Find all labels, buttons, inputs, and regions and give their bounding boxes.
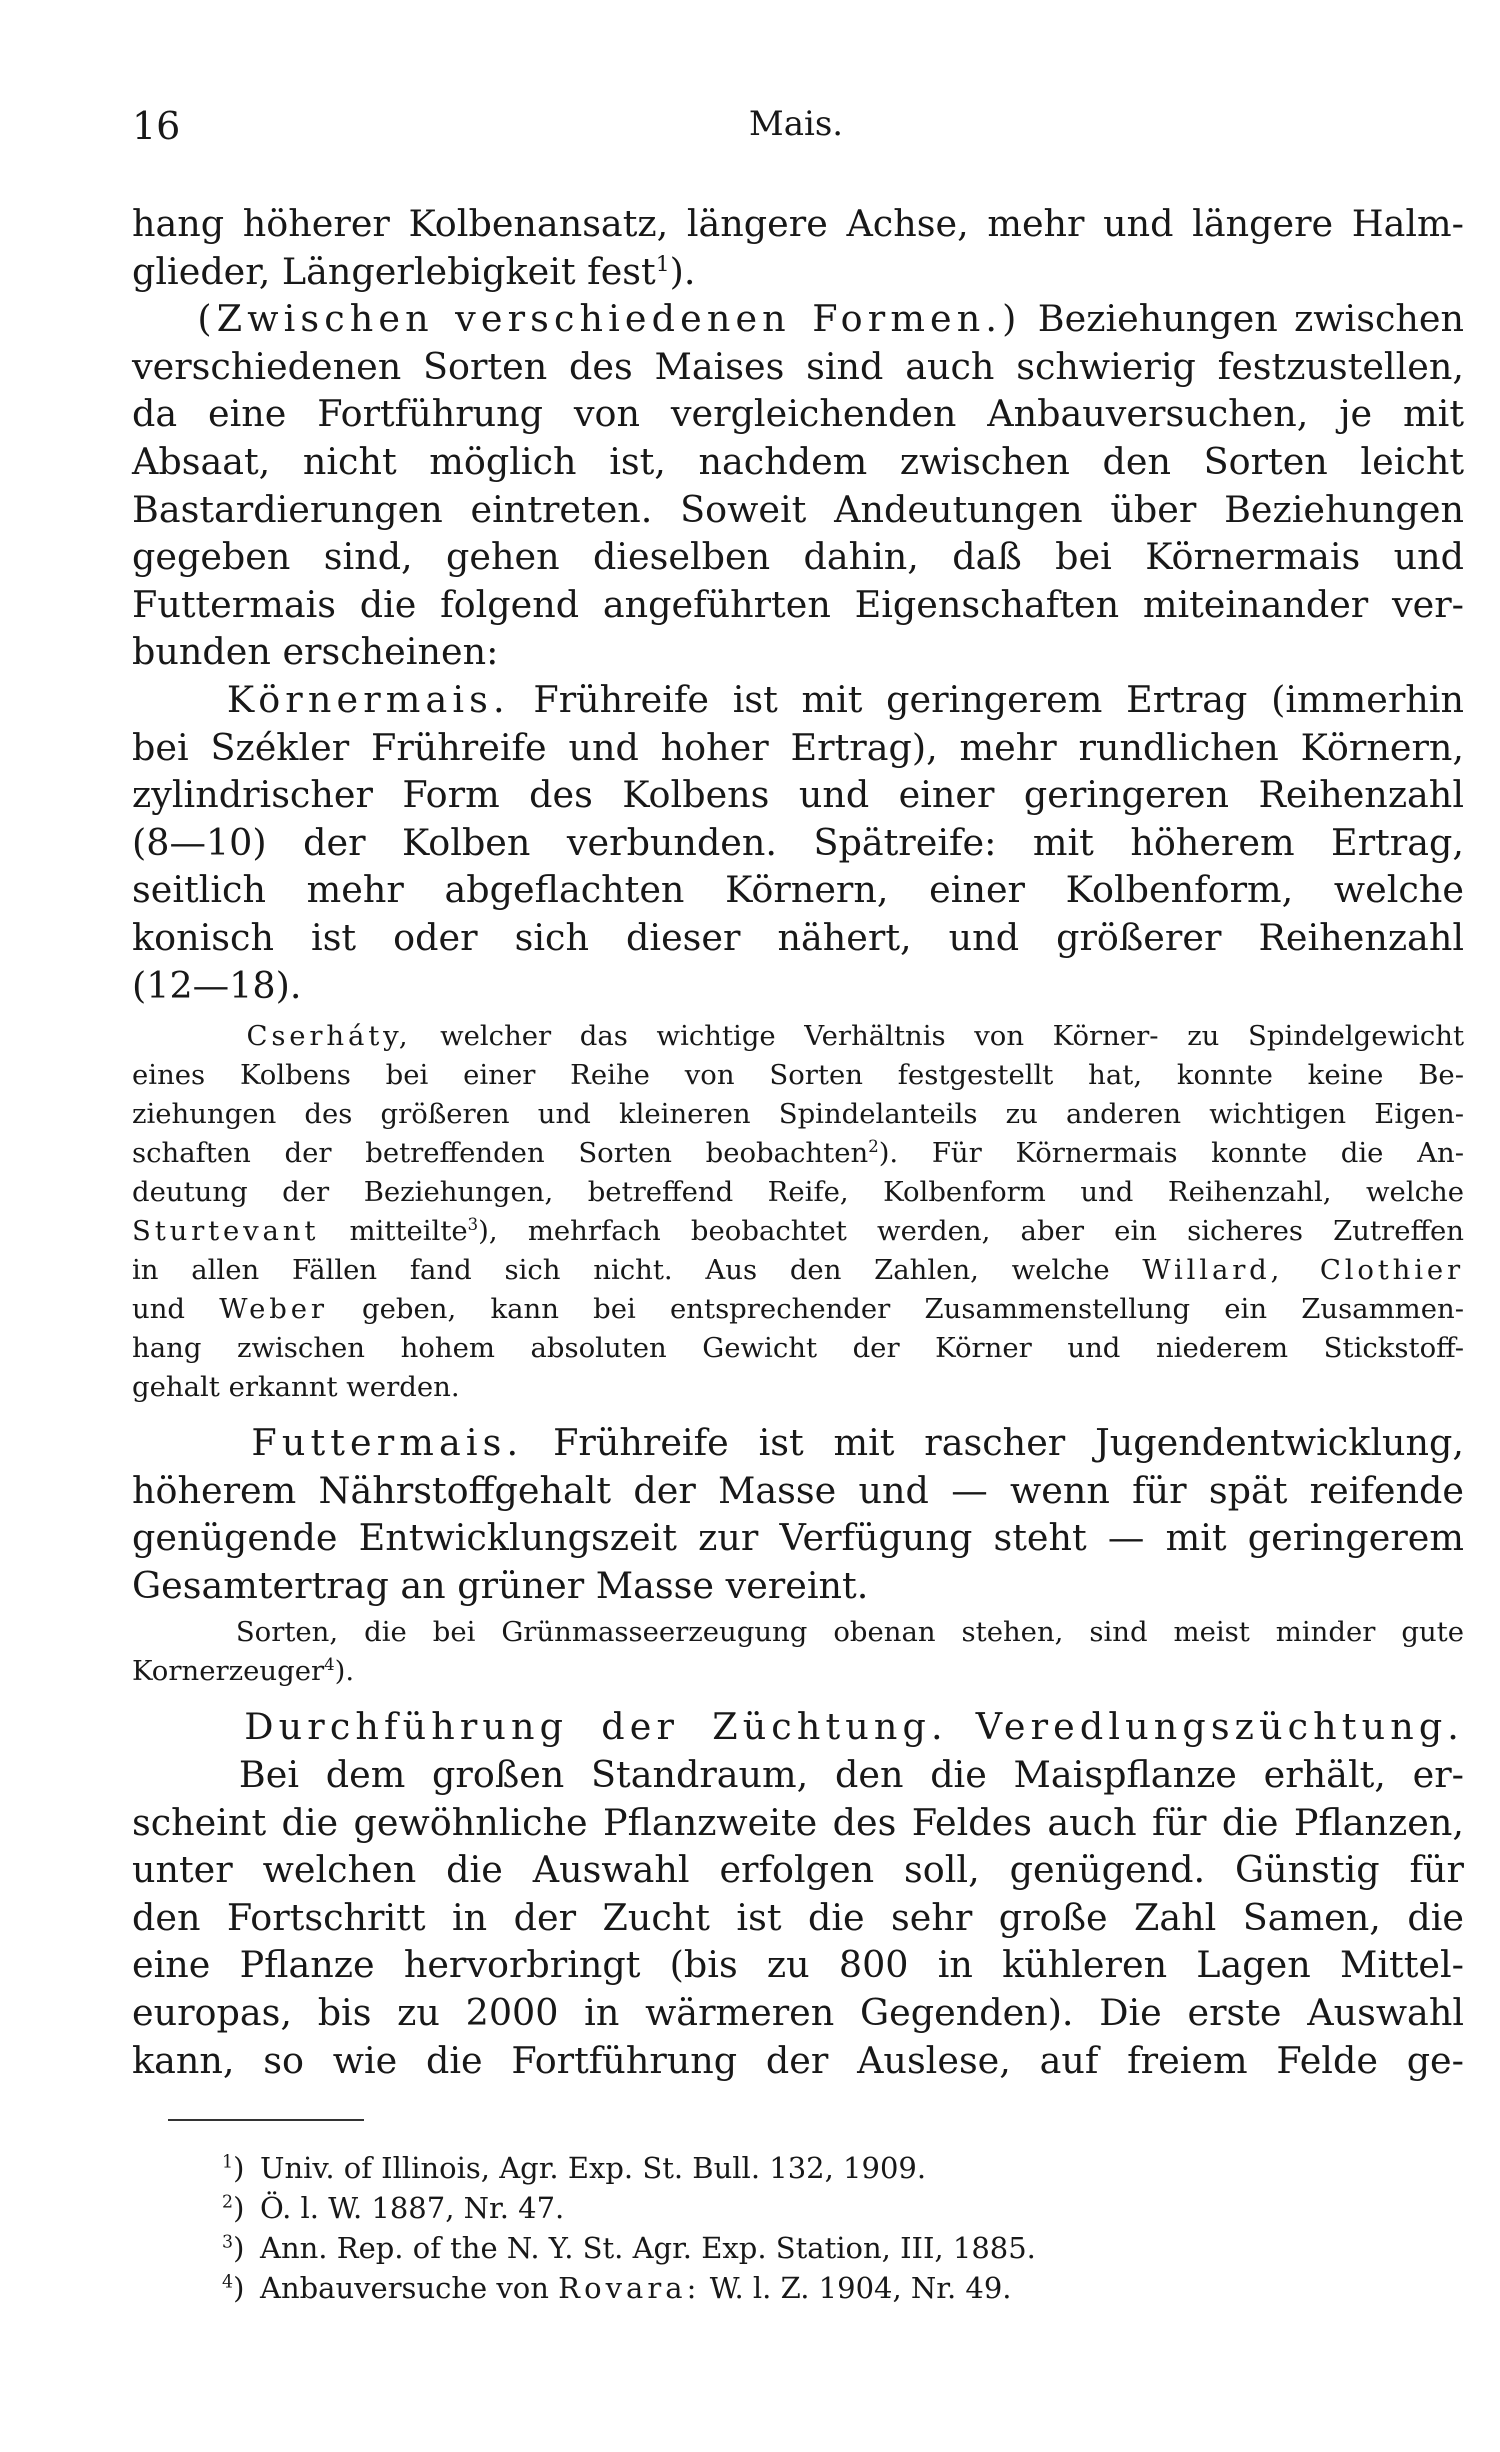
text-line: ziehungen des größeren und kleineren Spindelanteils zu anderen wichtigen Eigen- bbox=[132, 1098, 1464, 1131]
text-line: Sorten, die bei Grünmasseerzeugung obenan stehen, sind meist minder gute bbox=[235, 1616, 1464, 1649]
text-line: deutung der Beziehungen, betreffend Reife, Kolbenform und Reihenzahl, welche bbox=[132, 1176, 1464, 1209]
section-keyword: (Zwischen verschiedenen Formen.) bbox=[197, 297, 1022, 341]
section-keyword: Körnermais. bbox=[226, 677, 510, 721]
text-line: gegeben sind, gehen dieselben dahin, daß bei Körnermais und bbox=[132, 535, 1464, 579]
text-line: unter welchen die Auswahl erfolgen soll, genügend. Günstig für bbox=[132, 1848, 1464, 1892]
text-line: Kornerzeuger$^4$). bbox=[132, 1655, 355, 1688]
text-line: Sturtevant mitteilte$^3$), mehrfach beobachtet werden, aber ein sicheres Zutreffen bbox=[132, 1214, 1464, 1248]
footnote-ref[interactable]: 4 bbox=[324, 1655, 335, 1675]
running-title: Mais. bbox=[748, 104, 844, 144]
text-line: hang höherer Kolbenansatz, längere Achse, mehr und längere Halm- bbox=[132, 202, 1464, 245]
text-line: den Fortschritt in der Zucht ist die sehr große Zahl Samen, die bbox=[132, 1895, 1464, 1939]
footnote-divider bbox=[168, 2119, 364, 2121]
paragraph-varieties bbox=[132, 295, 1464, 676]
paragraph-continuation bbox=[132, 200, 1464, 295]
section-heading: Durchführung der Züchtung. Veredlungszüchtung. bbox=[244, 1705, 1465, 1749]
text-line: bunden erscheinen: bbox=[132, 630, 499, 674]
text-line: und Weber geben, kann bei entsprechender Zusammenstellung ein Zusammen- bbox=[132, 1293, 1465, 1326]
text-line: zylindrischer Form des Kolbens und einer geringeren Reihenzahl bbox=[132, 773, 1464, 817]
text-line: (Zwischen verschiedenen Formen.) Beziehungen zwischen bbox=[197, 297, 1464, 341]
text-line: gehalt erkannt werden. bbox=[132, 1371, 460, 1404]
text-line: Futtermais die folgend angeführten Eigenschaften miteinander ver- bbox=[132, 582, 1464, 626]
paragraph-koernermais bbox=[132, 676, 1464, 1009]
text-line: in allen Fällen fand sich nicht. Aus den Zahlen, welche Willard, Clothier bbox=[132, 1254, 1464, 1287]
text-line: eine Pflanze hervorbringt (bis zu 800 in kühleren Lagen Mittel- bbox=[132, 1943, 1464, 1987]
page-body bbox=[132, 200, 1464, 2084]
text-line: Gesamtertrag an grüner Masse vereint. bbox=[132, 1563, 869, 1607]
text-line: da eine Fortführung von vergleichenden Anbauversuchen, je mit bbox=[132, 392, 1464, 436]
text-line: Bastardierungen eintreten. Soweit Andeutungen über Beziehungen bbox=[132, 487, 1464, 531]
small-print-note-sorten bbox=[132, 1613, 1464, 1691]
text-line: Körnermais. Frühreife ist mit geringerem Ertrag (immerhin bbox=[226, 677, 1464, 721]
footnote-ref[interactable]: 1 bbox=[655, 251, 670, 277]
text-line: (8—10) der Kolben verbunden. Spätreife: mit höherem Ertrag, bbox=[132, 820, 1464, 864]
text-line: konisch ist oder sich dieser nähert, und größerer Reihenzahl bbox=[132, 915, 1464, 959]
text-line: verschiedenen Sorten des Maises sind auch schwierig festzustellen, bbox=[132, 344, 1464, 388]
text-line: (12—18). bbox=[132, 963, 302, 1007]
footnote-item: $^1$) Univ. of Illinois, Agr. Exp. St. Bull. 132, 1909. bbox=[222, 2151, 927, 2185]
text-line: kann, so wie die Fortführung der Auslese, auf freiem Felde ge- bbox=[132, 2038, 1464, 2082]
text-line: hang zwischen hohem absoluten Gewicht der Körner und niederem Stickstoff- bbox=[132, 1332, 1464, 1365]
paragraph-futtermais bbox=[132, 1419, 1464, 1609]
footnote-item: $^4$) Anbauversuche von Rovara: W. l. Z. 1904, Nr. 49. bbox=[222, 2271, 1012, 2305]
text-line: genügende Entwicklungszeit zur Verfügung steht — mit geringerem bbox=[132, 1516, 1464, 1560]
text-line: Cserháty, welcher das wichtige Verhältnis von Körner- zu Spindelgewicht bbox=[246, 1020, 1464, 1053]
text-line: scheint die gewöhnliche Pflanzweite des Feldes auch für die Pflanzen, bbox=[132, 1800, 1464, 1844]
text-line: bei Székler Frühreife und hoher Ertrag), mehr rundlichen Körnern, bbox=[132, 725, 1464, 769]
small-print-note-cserhaty bbox=[132, 1017, 1464, 1407]
text-line: höherem Nährstoffgehalt der Masse und — wenn für spät reifende bbox=[132, 1468, 1464, 1512]
text-line: Absaat, nicht möglich ist, nachdem zwischen den Sorten leicht bbox=[132, 439, 1464, 483]
text-line: schaften der betreffenden Sorten beobachten$^2$). Für Körnermais konnte die An- bbox=[132, 1136, 1464, 1170]
footnote-item: $^2$) Ö. l. W. 1887, Nr. 47. bbox=[222, 2191, 565, 2225]
page-header bbox=[132, 104, 1440, 164]
section-keyword: Futtermais. bbox=[251, 1421, 524, 1465]
text-line: Futtermais. Frühreife ist mit rascher Jugendentwicklung, bbox=[251, 1421, 1464, 1465]
footnotes bbox=[222, 2148, 1272, 2308]
text-line: seitlich mehr abgeflachten Körnern, einer Kolbenform, welche bbox=[132, 868, 1464, 912]
footnote-item: $^3$) Ann. Rep. of the N. Y. St. Agr. Exp. Station, III, 1885. bbox=[222, 2231, 1036, 2265]
footnote-ref[interactable]: 3 bbox=[467, 1214, 479, 1234]
text-line: eines Kolbens bei einer Reihe von Sorten festgestellt hat, konnte keine Be- bbox=[132, 1059, 1464, 1092]
text-line: Bei dem großen Standraum, den die Maispflanze erhält, er- bbox=[238, 1753, 1464, 1797]
footnote-ref[interactable]: 2 bbox=[868, 1136, 879, 1156]
paragraph-durchfuehrung bbox=[132, 1703, 1464, 2084]
page-number: 16 bbox=[132, 104, 181, 148]
text-line: europas, bis zu 2000 in wärmeren Gegenden). Die erste Auswahl bbox=[132, 1991, 1464, 2035]
text-line: glieder, Längerlebigkeit fest$^1$). bbox=[132, 249, 696, 293]
